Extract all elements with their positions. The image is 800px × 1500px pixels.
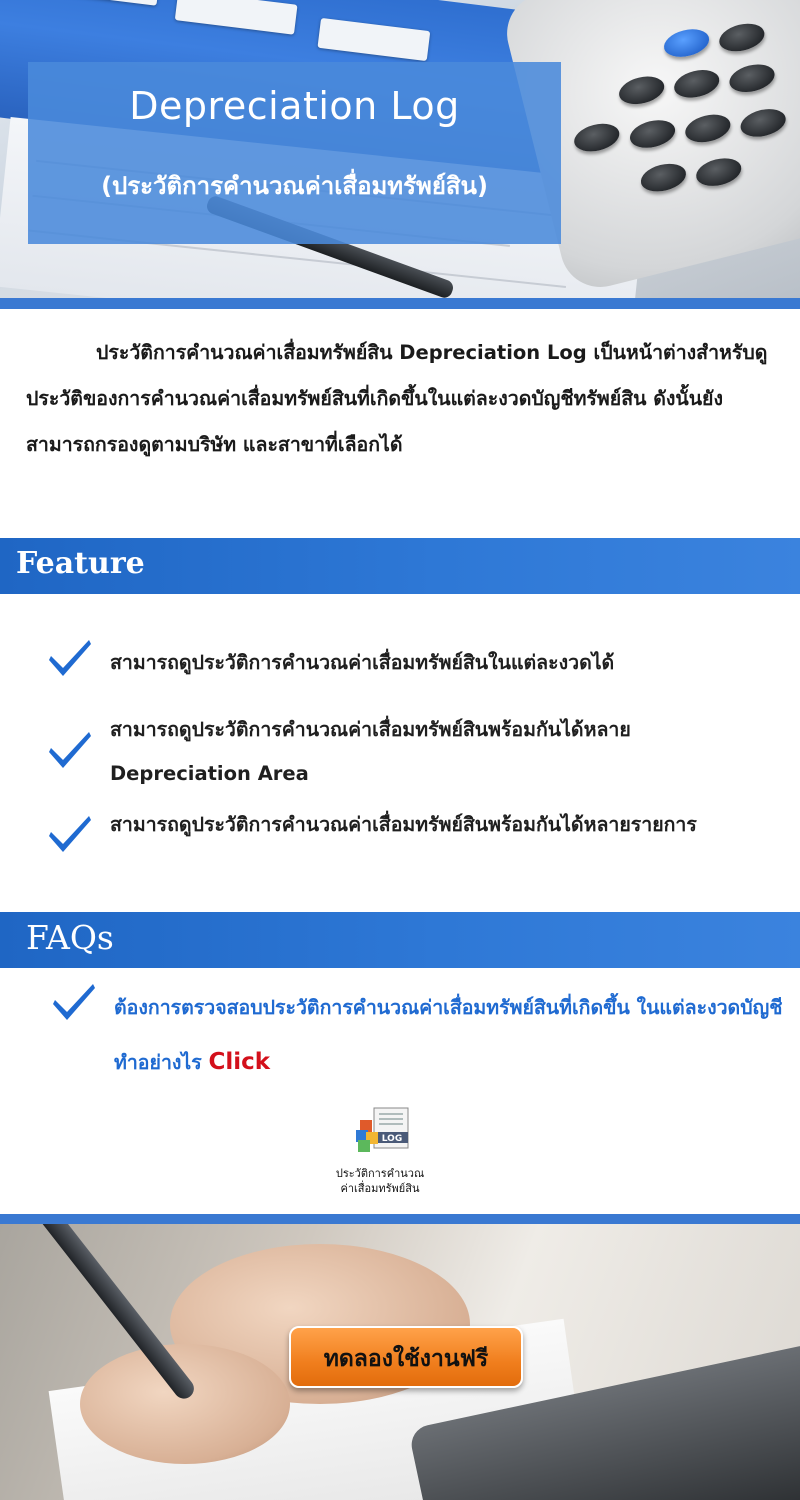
faqs-heading: FAQs	[26, 918, 114, 957]
feature-section-header	[0, 538, 800, 594]
hero-banner	[0, 0, 800, 298]
checkmark-icon	[52, 980, 96, 1020]
page-title: Depreciation Log	[129, 84, 460, 128]
footer-divider	[0, 1214, 800, 1224]
faq-click-link[interactable]: Click	[208, 1049, 271, 1075]
calculator-key	[716, 19, 767, 55]
feature-item: สามารถดูประวัติการคำนวณค่าเสื่อมทรัพย์สินพร้อมกันได้หลายรายการ	[110, 813, 697, 836]
calculator-key	[616, 72, 667, 108]
faq-question: ต้องการตรวจสอบประวัติการคำนวณค่าเสื่อมทรัพย์สินที่เกิดขึ้น ในแต่ละงวดบัญชี ทำอย่างไร	[114, 996, 783, 1074]
log-badge-text: LOG	[381, 1134, 403, 1144]
calculator-key	[638, 159, 689, 195]
calculator-key	[727, 60, 778, 96]
calculator-key	[682, 110, 733, 146]
intro-paragraph: ประวัติการคำนวณค่าเสื่อมทรัพย์สิน Depreciation Log เป็นหน้าต่างสำหรับดูประวัติของการคำนวณค่าเสื่อมทรัพย์สินที่เกิดขึ้นในแต่ละงวดบัญชีทรัพย์สิน ดังนั้นยังสามารถกรองดูตามบริษัท และสาขาที่เลือกได้	[26, 341, 768, 456]
feature-item: สามารถดูประวัติการคำนวณค่าเสื่อมทรัพย์สินในแต่ละงวดได้	[110, 651, 615, 674]
hero-title-box	[28, 62, 561, 244]
checkmark-icon	[48, 812, 92, 852]
folder-tab-decoration	[317, 18, 430, 61]
calculator-key	[738, 105, 789, 141]
page-subtitle: (ประวัติการคำนวณค่าเสื่อมทรัพย์สิน)	[101, 172, 488, 200]
calculator-key	[693, 154, 744, 190]
checkmark-icon	[48, 636, 92, 676]
folder-tab-decoration	[17, 0, 160, 6]
app-caption-line: ประวัติการคำนวณ	[335, 1167, 425, 1180]
calculator-key	[671, 66, 722, 102]
feature-item: สามารถดูประวัติการคำนวณค่าเสื่อมทรัพย์สินพร้อมกันได้หลาย Depreciation Area	[110, 718, 631, 785]
feature-heading: Feature	[16, 546, 145, 581]
hero-divider	[0, 298, 800, 309]
calculator-key	[571, 119, 622, 155]
app-icon-caption	[290, 1166, 470, 1196]
app-caption-line: ค่าเสื่อมทรัพย์สิน	[340, 1182, 420, 1195]
folder-tab-decoration	[175, 0, 298, 35]
calculator-key	[661, 25, 712, 61]
depreciation-log-icon[interactable]	[350, 1106, 412, 1154]
calculator-key	[627, 116, 678, 152]
faq-item	[114, 980, 784, 1090]
checkmark-icon	[48, 728, 92, 768]
faqs-section-header	[0, 912, 800, 968]
hand-decoration	[80, 1344, 290, 1464]
free-trial-button[interactable]: ทดลองใช้งานฟรี	[289, 1326, 523, 1388]
